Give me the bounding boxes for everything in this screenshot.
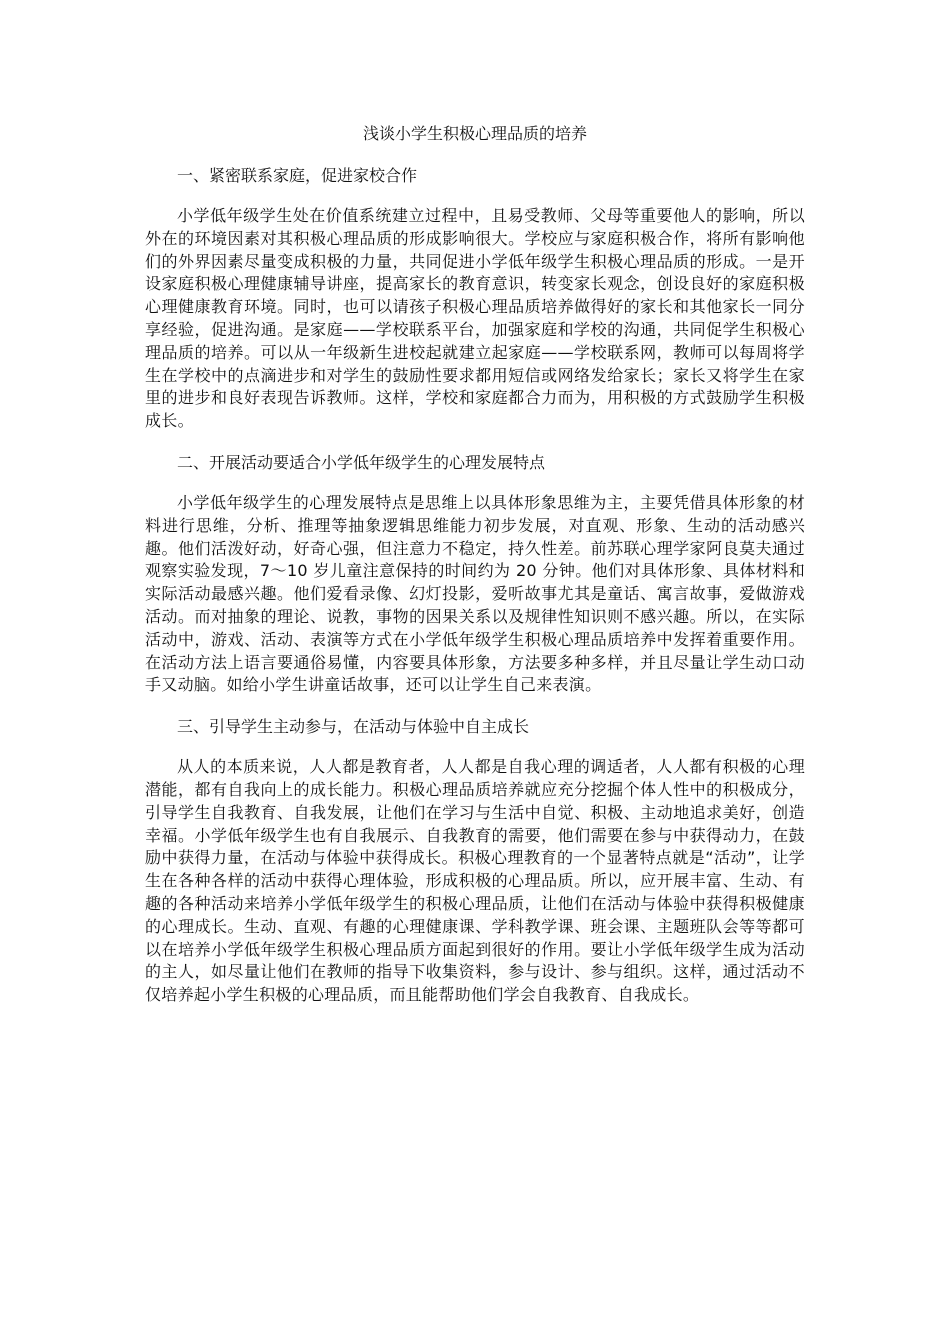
section-paragraph-2: 小学低年级学生的心理发展特点是思维上以具体形象思维为主，主要凭借具体形象的材料进行思维，分析、推理等抽象逻辑思维能力初步发展，对直观、形象、生动的活动感兴趣。他们活泼好动，好奇心强，但注意力不稳定，持久性差。前苏联心理学家阿良莫夫通过观察实验发现，7～10 岁儿童注意保持的时间约为 20 分钟。他们对具体形象、具体材料和实际活动最感兴趣。他们爱看录像、幻灯投影，爱听故事尤其是童话、寓言故事，爱做游戏活动。而对抽象的理论、说教，事物的因果关系以及规律性知识则不感兴趣。所以，在实际活动中，游戏、活动、表演等方式在小学低年级学生积极心理品质培养中发挥着重要作用。在活动方法上语言要通俗易懂，内容要具体形象，方法要多种多样，并且尽量让学生动口动手又动脑。如给小学生讲童话故事，还可以让学生自己来表演。 — [145, 492, 805, 695]
section-heading-2: 二、开展活动要适合小学低年级学生的心理发展特点 — [177, 452, 546, 472]
document-title: 浅谈小学生积极心理品质的培养 — [362, 124, 587, 143]
document-page — [145, 122, 805, 1025]
section-heading-3: 三、引导学生主动参与，在活动与体验中自主成长 — [177, 717, 530, 737]
section-paragraph-3: 从人的本质来说，人人都是教育者，人人都是自我心理的调适者，人人都有积极的心理潜能，都有自我向上的成长能力。积极心理品质培养就应充分挖掘个体人性中的积极成分，引导学生自我教育、自我发展，让他们在学习与生活中自觉、积极、主动地追求美好，创造幸福。小学低年级学生也有自我展示、自我教育的需要，他们需要在参与中获得动力，在鼓励中获得力量，在活动与体验中获得成长。积极心理教育的一个显著特点就是“活动”，让学生在各种各样的活动中获得心理体验，形成积极的心理品质。所以，应开展丰富、生动、有趣的各种活动来培养小学低年级学生的积极心理品质，让他们在活动与体验中获得积极健康的心理成长。生动、直观、有趣的心理健康课、学科教学课、班会课、主题班队会等等都可以在培养小学低年级学生积极心理品质方面起到很好的作用。要让小学低年级学生成为活动的主人，如尽量让他们在教师的指导下收集资料，参与设计、参与组织。这样，通过活动不仅培养起小学生积极的心理品质，而且能帮助他们学会自我教育、自我成长。 — [145, 757, 805, 1005]
section-paragraph-1: 小学低年级学生处在价值系统建立过程中，且易受教师、父母等重要他人的影响，所以外在的环境因素对其积极心理品质的形成影响很大。学校应与家庭积极合作，将所有影响他们的外界因素尽量变成积极的力量，共同促进小学低年级学生积极心理品质的形成。一是开设家庭积极心理健康辅导讲座，提高家长的教育意识，转变家长观念，创设良好的家庭积极心理健康教育环境。同时，也可以请孩子积极心理品质培养做得好的家长和其他家长一同分享经验，促进沟通。是家庭——学校联系平台，加强家庭和学校的沟通，共同促学生积极心理品质的培养。可以从一年级新生进校起就建立起家庭——学校联系网，教师可以每周将学生在学校中的点滴进步和对学生的鼓励性要求都用短信或网络发给家长；家长又将学生在家里的进步和良好表现告诉教师。这样，学校和家庭都合力而为，用积极的方式鼓励学生积极成长。 — [145, 206, 805, 431]
section-heading-1: 一、紧密联系家庭，促进家校合作 — [177, 166, 418, 185]
